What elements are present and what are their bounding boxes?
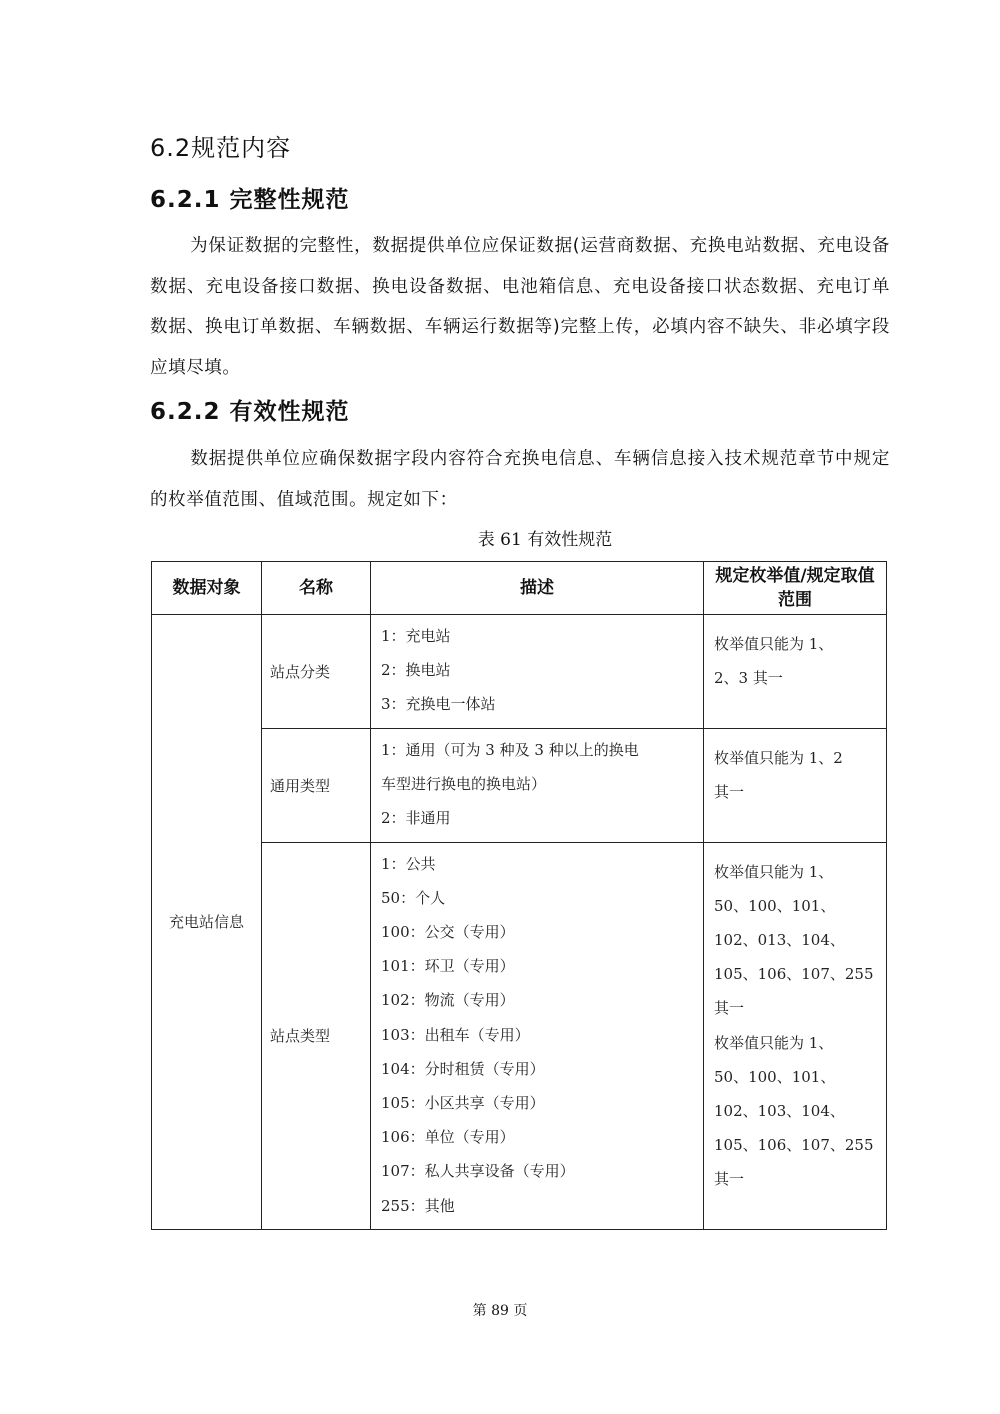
rule-line: 105、106、107、255 (714, 965, 874, 984)
completeness-paragraph-text: 为保证数据的完整性，数据提供单位应保证数据(运营商数据、充换电站数据、充电设备数据、充电设备接口数据、换电设备数据、电池箱信息、充电设备接口状态数据、充电订单数据、换电订单数据、车辆数据、车辆运行数据等)完整上传，必填内容不缺失、非必填字段应填尽填。 (150, 236, 890, 378)
description-line: 1：充电站 (381, 627, 451, 645)
rule-line: 枚举值只能为 1、2 (714, 748, 843, 767)
rule-line: 其一 (714, 1170, 745, 1189)
header-rule: 规定枚举值/规定取值范围 (704, 562, 887, 615)
description-line: 107：私人共享设备（专用） (381, 1162, 575, 1181)
row-rule (704, 842, 887, 1229)
description-line: 2：非通用 (381, 809, 451, 828)
row-rule (704, 615, 887, 729)
rule-line: 2、3 其一 (714, 669, 783, 688)
description-line: 1：通用（可为 3 种及 3 种以上的换电 (381, 740, 639, 759)
row-rule (704, 728, 887, 842)
validity-table (151, 561, 887, 1230)
completeness-paragraph (150, 226, 890, 388)
description-line: 106：单位（专用） (381, 1128, 515, 1147)
completeness-heading: 6.2.1 完整性规范 (150, 187, 350, 213)
rule-line: 50、100、101、 (714, 1067, 836, 1086)
row-description (371, 615, 704, 729)
row-description (371, 842, 704, 1229)
rule-line: 105、106、107、255 (714, 1136, 874, 1155)
rule-line: 其一 (714, 782, 745, 801)
table-row (152, 842, 887, 1229)
header-description: 描述 (371, 562, 704, 615)
validity-heading: 6.2.2 有效性规范 (150, 399, 350, 425)
description-line: 255：其他 (381, 1196, 455, 1215)
description-line: 3：充换电一体站 (381, 695, 496, 714)
page-number: 第 89 页 (472, 1303, 528, 1319)
description-line: 100：公交（专用） (381, 923, 515, 942)
rule-line: 102、013、104、 (714, 931, 845, 950)
rule-line: 枚举值只能为 1、 (714, 862, 834, 881)
table-row (152, 615, 887, 729)
table-caption: 表 61 有效性规范 (477, 530, 613, 550)
rule-line: 枚举值只能为 1、 (714, 635, 834, 653)
header-name: 名称 (262, 562, 371, 615)
row-name: 站点类型 (262, 842, 371, 1229)
header-data-object: 数据对象 (152, 562, 262, 615)
section-heading: 6.2规范内容 (150, 134, 292, 162)
table-header-row (152, 562, 887, 615)
description-line: 104：分时租赁（专用） (381, 1059, 545, 1078)
description-line: 2：换电站 (381, 661, 451, 680)
rule-line: 枚举值只能为 1、 (714, 1033, 834, 1052)
description-line: 1：公共 (381, 854, 436, 873)
row-name: 通用类型 (262, 728, 371, 842)
table-row (152, 728, 887, 842)
description-line: 105：小区共享（专用） (381, 1094, 545, 1113)
validity-paragraph-text: 数据提供单位应确保数据字段内容符合充换电信息、车辆信息接入技术规范章节中规定的枚举值范围、值域范围。规定如下： (150, 449, 890, 510)
row-name: 站点分类 (262, 615, 371, 729)
description-line: 50：个人 (381, 888, 446, 907)
description-line: 车型进行换电的换电站） (381, 774, 547, 793)
data-object-cell: 充电站信息 (152, 615, 262, 1230)
description-line: 101：环卫（专用） (381, 957, 515, 976)
rule-line: 102、103、104、 (714, 1102, 845, 1121)
description-line: 102：物流（专用） (381, 991, 515, 1010)
description-line: 103：出租车（专用） (381, 1025, 530, 1044)
rule-line: 其一 (714, 999, 745, 1018)
row-description (371, 728, 704, 842)
validity-paragraph (150, 439, 890, 520)
rule-line: 50、100、101、 (714, 896, 836, 915)
